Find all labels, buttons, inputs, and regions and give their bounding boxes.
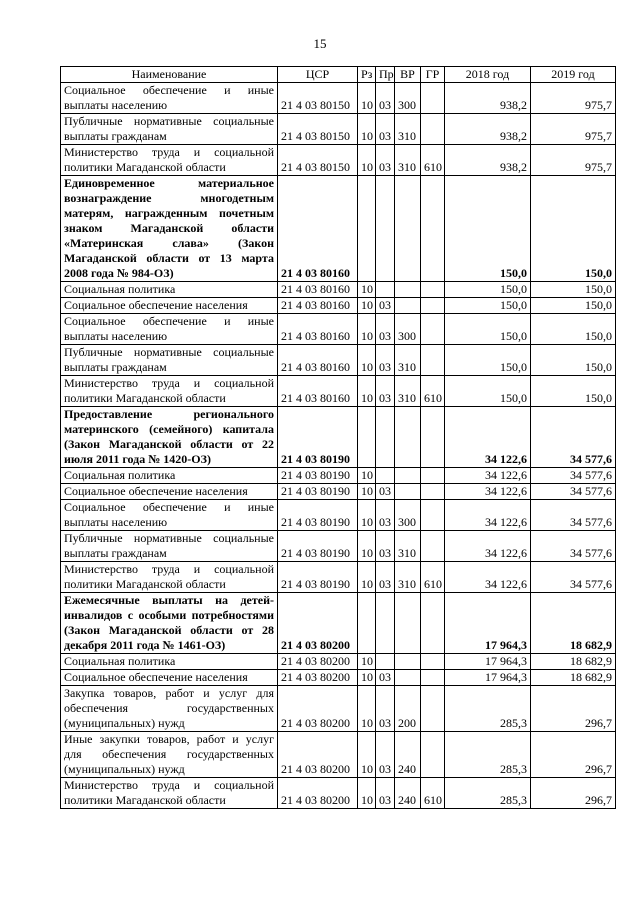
cell-y2018: 34 122,6: [445, 531, 531, 562]
cell-y2018: 285,3: [445, 732, 531, 778]
cell-csr: 21 4 03 80190: [278, 562, 358, 593]
cell-vr: [395, 484, 421, 500]
cell-csr: 21 4 03 80200: [278, 670, 358, 686]
cell-csr: 21 4 03 80190: [278, 484, 358, 500]
header-gr: ГР: [421, 67, 445, 83]
table-row: [61, 778, 616, 809]
cell-name: Закупка товаров, работ и услуг для обеспечения государственных (муниципальных) нужд: [61, 686, 278, 732]
header-2019: 2019 год: [531, 67, 616, 83]
cell-rz: [358, 593, 376, 654]
cell-vr: 240: [395, 778, 421, 809]
cell-name: Социальное обеспечение населения: [61, 484, 278, 500]
cell-rz: [358, 407, 376, 468]
cell-vr: [395, 298, 421, 314]
cell-y2019: 34 577,6: [531, 500, 616, 531]
cell-name: Министерство труда и социальной политики Магаданской области: [61, 778, 278, 809]
cell-pr: [376, 176, 395, 282]
cell-vr: 310: [395, 345, 421, 376]
table-row: [61, 282, 616, 298]
cell-gr: [421, 654, 445, 670]
cell-pr: 03: [376, 83, 395, 114]
header-rz: Рз: [358, 67, 376, 83]
cell-vr: [395, 407, 421, 468]
cell-name: Ежемесячные выплаты на детей-инвалидов с особыми потребностями (Закон Магаданской области от 28 декабря 2011 года № 1461-ОЗ): [61, 593, 278, 654]
cell-pr: 03: [376, 114, 395, 145]
table-row: [61, 732, 616, 778]
cell-y2018: 150,0: [445, 282, 531, 298]
cell-y2019: 296,7: [531, 778, 616, 809]
cell-vr: 240: [395, 732, 421, 778]
cell-vr: 300: [395, 500, 421, 531]
cell-gr: [421, 500, 445, 531]
cell-vr: 310: [395, 145, 421, 176]
table-row: [61, 145, 616, 176]
header-2018: 2018 год: [445, 67, 531, 83]
cell-y2018: 17 964,3: [445, 593, 531, 654]
cell-vr: [395, 593, 421, 654]
cell-rz: 10: [358, 500, 376, 531]
cell-vr: [395, 670, 421, 686]
cell-rz: 10: [358, 114, 376, 145]
cell-vr: 300: [395, 314, 421, 345]
cell-y2018: 34 122,6: [445, 468, 531, 484]
cell-gr: [421, 670, 445, 686]
cell-pr: 03: [376, 500, 395, 531]
cell-y2019: 34 577,6: [531, 407, 616, 468]
cell-vr: [395, 654, 421, 670]
table-row: [61, 298, 616, 314]
cell-rz: [358, 176, 376, 282]
cell-pr: 03: [376, 562, 395, 593]
cell-csr: 21 4 03 80160: [278, 298, 358, 314]
cell-name: Министерство труда и социальной политики Магаданской области: [61, 376, 278, 407]
cell-name: Социальное обеспечение и иные выплаты населению: [61, 83, 278, 114]
cell-gr: [421, 484, 445, 500]
cell-y2018: 150,0: [445, 176, 531, 282]
cell-name: Министерство труда и социальной политики Магаданской области: [61, 145, 278, 176]
cell-csr: 21 4 03 80200: [278, 686, 358, 732]
cell-rz: 10: [358, 686, 376, 732]
cell-csr: 21 4 03 80200: [278, 778, 358, 809]
cell-vr: 200: [395, 686, 421, 732]
header-csr: ЦСР: [278, 67, 358, 83]
cell-name: Публичные нормативные социальные выплаты гражданам: [61, 114, 278, 145]
cell-name: Предоставление регионального материнского (семейного) капитала (Закон Магаданской области от 22 июля 2011 года № 1420-ОЗ): [61, 407, 278, 468]
cell-vr: 310: [395, 114, 421, 145]
cell-name: Иные закупки товаров, работ и услуг для обеспечения государственных (муниципальных) нужд: [61, 732, 278, 778]
cell-y2018: 34 122,6: [445, 562, 531, 593]
cell-pr: 03: [376, 345, 395, 376]
cell-y2018: 150,0: [445, 298, 531, 314]
cell-y2018: 285,3: [445, 778, 531, 809]
cell-pr: [376, 468, 395, 484]
table-row: [61, 562, 616, 593]
cell-y2018: 938,2: [445, 114, 531, 145]
cell-y2019: 975,7: [531, 145, 616, 176]
table-row: [61, 376, 616, 407]
cell-gr: [421, 345, 445, 376]
cell-gr: 610: [421, 778, 445, 809]
cell-y2019: 18 682,9: [531, 593, 616, 654]
table-body: [61, 83, 616, 809]
cell-name: Социальная политика: [61, 282, 278, 298]
cell-gr: [421, 407, 445, 468]
cell-name: Социальное обеспечение и иные выплаты населению: [61, 314, 278, 345]
table-row: [61, 593, 616, 654]
cell-y2019: 34 577,6: [531, 531, 616, 562]
cell-csr: 21 4 03 80150: [278, 83, 358, 114]
cell-rz: 10: [358, 83, 376, 114]
cell-y2019: 34 577,6: [531, 468, 616, 484]
cell-name: Социальное обеспечение населения: [61, 670, 278, 686]
cell-y2018: 34 122,6: [445, 500, 531, 531]
cell-rz: 10: [358, 298, 376, 314]
cell-gr: [421, 686, 445, 732]
cell-vr: [395, 176, 421, 282]
cell-gr: 610: [421, 145, 445, 176]
cell-rz: 10: [358, 670, 376, 686]
cell-pr: 03: [376, 531, 395, 562]
cell-rz: 10: [358, 376, 376, 407]
cell-y2018: 17 964,3: [445, 670, 531, 686]
cell-rz: 10: [358, 282, 376, 298]
cell-name: Социальная политика: [61, 654, 278, 670]
page-number: 15: [313, 36, 327, 51]
table-row: [61, 531, 616, 562]
cell-gr: [421, 282, 445, 298]
cell-rz: 10: [358, 732, 376, 778]
cell-csr: 21 4 03 80200: [278, 654, 358, 670]
cell-y2019: 150,0: [531, 376, 616, 407]
table-row: [61, 654, 616, 670]
cell-vr: 310: [395, 376, 421, 407]
cell-y2018: 150,0: [445, 314, 531, 345]
cell-csr: 21 4 03 80200: [278, 732, 358, 778]
table-row: [61, 176, 616, 282]
cell-y2018: 938,2: [445, 83, 531, 114]
cell-gr: [421, 314, 445, 345]
cell-y2019: 975,7: [531, 83, 616, 114]
cell-y2018: 34 122,6: [445, 484, 531, 500]
cell-rz: 10: [358, 654, 376, 670]
cell-pr: 03: [376, 778, 395, 809]
cell-pr: 03: [376, 314, 395, 345]
cell-csr: 21 4 03 80190: [278, 407, 358, 468]
cell-pr: [376, 654, 395, 670]
table-row: [61, 345, 616, 376]
cell-pr: 03: [376, 686, 395, 732]
table-row: [61, 114, 616, 145]
cell-y2018: 34 122,6: [445, 407, 531, 468]
table-row: [61, 407, 616, 468]
cell-y2019: 18 682,9: [531, 654, 616, 670]
table-row: [61, 670, 616, 686]
cell-y2019: 150,0: [531, 314, 616, 345]
cell-csr: 21 4 03 80160: [278, 176, 358, 282]
cell-rz: 10: [358, 484, 376, 500]
budget-table: [60, 66, 616, 809]
cell-csr: 21 4 03 80160: [278, 314, 358, 345]
cell-pr: 03: [376, 145, 395, 176]
cell-name: Социальное обеспечение и иные выплаты населению: [61, 500, 278, 531]
table-row: [61, 314, 616, 345]
cell-y2019: 150,0: [531, 176, 616, 282]
cell-vr: [395, 282, 421, 298]
cell-gr: [421, 83, 445, 114]
cell-y2019: 34 577,6: [531, 562, 616, 593]
cell-y2019: 18 682,9: [531, 670, 616, 686]
cell-csr: 21 4 03 80190: [278, 500, 358, 531]
cell-pr: [376, 593, 395, 654]
cell-vr: [395, 468, 421, 484]
cell-gr: [421, 176, 445, 282]
cell-csr: 21 4 03 80160: [278, 345, 358, 376]
cell-y2018: 150,0: [445, 376, 531, 407]
table-row: [61, 468, 616, 484]
cell-gr: 610: [421, 376, 445, 407]
cell-y2018: 938,2: [445, 145, 531, 176]
cell-y2018: 150,0: [445, 345, 531, 376]
cell-gr: [421, 298, 445, 314]
cell-vr: 310: [395, 562, 421, 593]
table-row: [61, 686, 616, 732]
cell-name: Социальная политика: [61, 468, 278, 484]
cell-name: Единовременное материальное вознаграждение многодетным матерям, награжденным почетным знаком Магаданской области «Материнская слава» (Закон Магаданской области от 13 марта 2008 года № 984-ОЗ): [61, 176, 278, 282]
cell-y2019: 296,7: [531, 686, 616, 732]
cell-rz: 10: [358, 145, 376, 176]
cell-gr: [421, 114, 445, 145]
cell-csr: 21 4 03 80190: [278, 531, 358, 562]
cell-gr: [421, 468, 445, 484]
header-name: Наименование: [61, 67, 278, 83]
cell-pr: 03: [376, 670, 395, 686]
cell-csr: 21 4 03 80160: [278, 376, 358, 407]
cell-rz: 10: [358, 531, 376, 562]
cell-vr: 310: [395, 531, 421, 562]
cell-rz: 10: [358, 345, 376, 376]
cell-pr: 03: [376, 376, 395, 407]
header-row: [61, 67, 616, 83]
cell-csr: 21 4 03 80200: [278, 593, 358, 654]
cell-csr: 21 4 03 80160: [278, 282, 358, 298]
header-vr: ВР: [395, 67, 421, 83]
cell-y2019: 34 577,6: [531, 484, 616, 500]
table-row: [61, 500, 616, 531]
cell-y2019: 296,7: [531, 732, 616, 778]
cell-rz: 10: [358, 562, 376, 593]
cell-gr: 610: [421, 562, 445, 593]
cell-y2019: 150,0: [531, 345, 616, 376]
cell-pr: 03: [376, 298, 395, 314]
cell-y2019: 150,0: [531, 282, 616, 298]
table-row: [61, 484, 616, 500]
cell-rz: 10: [358, 314, 376, 345]
cell-gr: [421, 531, 445, 562]
header-pr: Пр: [376, 67, 395, 83]
cell-csr: 21 4 03 80150: [278, 114, 358, 145]
cell-gr: [421, 732, 445, 778]
cell-y2018: 285,3: [445, 686, 531, 732]
cell-pr: 03: [376, 484, 395, 500]
cell-name: Публичные нормативные социальные выплаты гражданам: [61, 531, 278, 562]
cell-pr: 03: [376, 732, 395, 778]
cell-vr: 300: [395, 83, 421, 114]
cell-y2019: 150,0: [531, 298, 616, 314]
cell-y2018: 17 964,3: [445, 654, 531, 670]
table-row: [61, 83, 616, 114]
cell-pr: [376, 407, 395, 468]
cell-name: Министерство труда и социальной политики Магаданской области: [61, 562, 278, 593]
cell-y2019: 975,7: [531, 114, 616, 145]
cell-pr: [376, 282, 395, 298]
cell-csr: 21 4 03 80150: [278, 145, 358, 176]
cell-csr: 21 4 03 80190: [278, 468, 358, 484]
cell-rz: 10: [358, 468, 376, 484]
cell-name: Социальное обеспечение населения: [61, 298, 278, 314]
cell-name: Публичные нормативные социальные выплаты гражданам: [61, 345, 278, 376]
cell-rz: 10: [358, 778, 376, 809]
cell-gr: [421, 593, 445, 654]
